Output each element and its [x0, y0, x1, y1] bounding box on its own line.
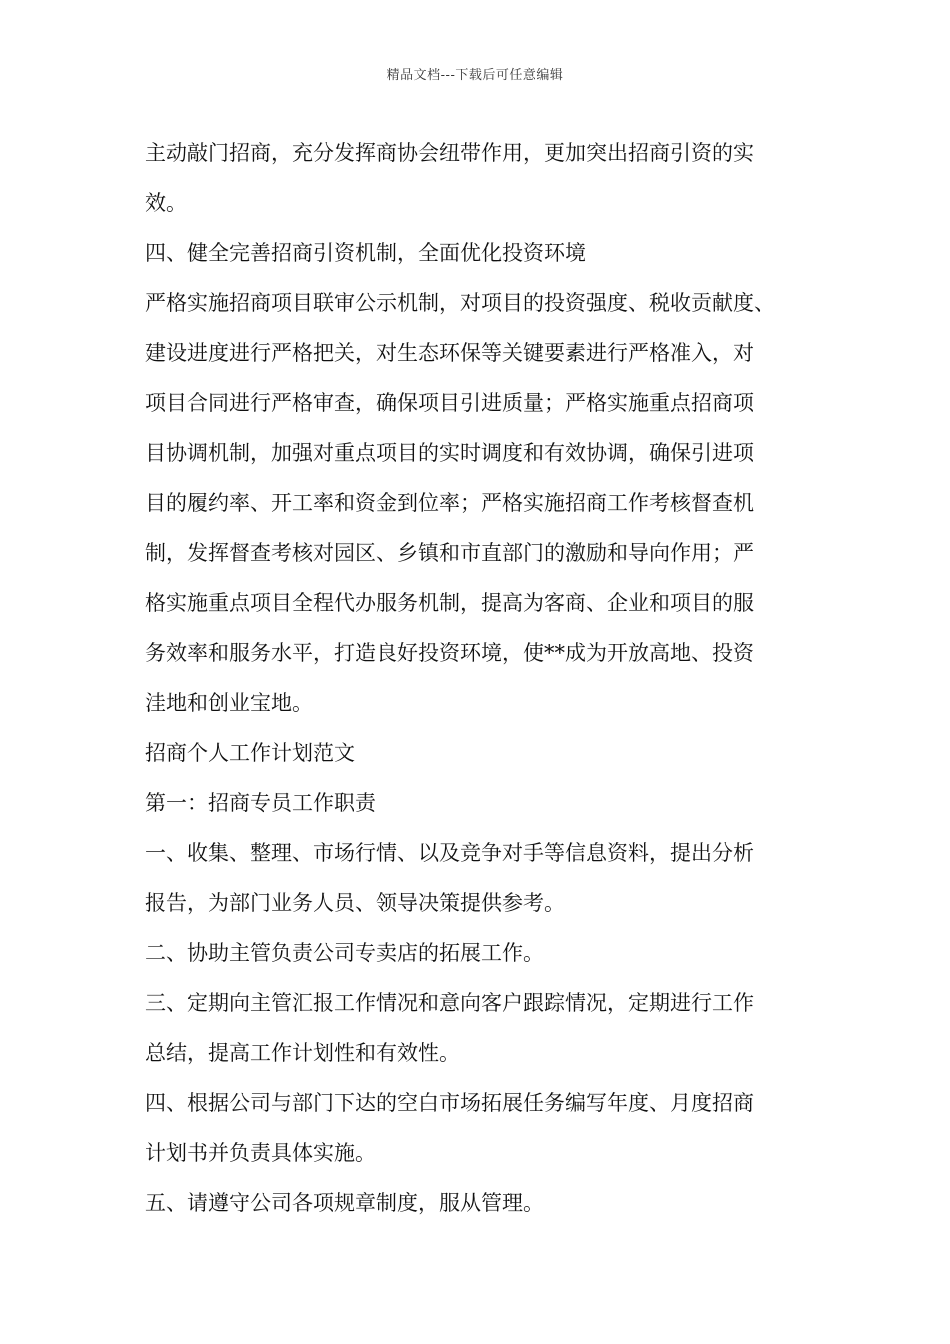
section-heading: 第一：招商专员工作职责: [145, 791, 376, 815]
paragraph-line: 主动敲门招商，充分发挥商协会纽带作用，更加突出招商引资的实: [145, 141, 754, 165]
paragraph-line: 格实施重点项目全程代办服务机制，提高为客商、企业和项目的服: [145, 591, 754, 615]
document-title: 招商个人工作计划范文: [145, 741, 355, 765]
list-item: 三、定期向主管汇报工作情况和意向客户跟踪情况，定期进行工作: [145, 991, 754, 1015]
paragraph-line: 项目合同进行严格审查，确保项目引进质量；严格实施重点招商项: [145, 391, 754, 415]
list-item: 五、请遵守公司各项规章制度，服从管理。: [145, 1191, 544, 1215]
paragraph-line: 洼地和创业宝地。: [145, 691, 313, 715]
list-item: 二、协助主管负责公司专卖店的拓展工作。: [145, 941, 544, 965]
list-item: 四、根据公司与部门下达的空白市场拓展任务编写年度、月度招商: [145, 1091, 754, 1115]
paragraph-line: 目的履约率、开工率和资金到位率；严格实施招商工作考核督查机: [145, 491, 754, 515]
list-item-continuation: 报告，为部门业务人员、领导决策提供参考。: [145, 891, 565, 915]
section-heading: 四、健全完善招商引资机制，全面优化投资环境: [145, 241, 586, 265]
paragraph-line: 效。: [145, 191, 187, 215]
paragraph-line: 建设进度进行严格把关，对生态环保等关键要素进行严格准入，对: [145, 341, 754, 365]
list-item: 一、收集、整理、市场行情、以及竞争对手等信息资料，提出分析: [145, 841, 754, 865]
page-header: 精品文档---下载后可任意编辑: [386, 68, 564, 83]
document-body: [145, 128, 830, 1228]
paragraph-line: 严格实施招商项目联审公示机制，对项目的投资强度、税收贡献度、: [145, 291, 775, 315]
paragraph-line: 制，发挥督查考核对园区、乡镇和市直部门的激励和导向作用；严: [145, 541, 754, 565]
paragraph-line: 目协调机制，加强对重点项目的实时调度和有效协调，确保引进项: [145, 441, 754, 465]
paragraph-line: 务效率和服务水平，打造良好投资环境，使**成为开放高地、投资: [145, 641, 754, 665]
list-item-continuation: 计划书并负责具体实施。: [145, 1141, 376, 1165]
list-item-continuation: 总结，提高工作计划性和有效性。: [145, 1041, 460, 1065]
